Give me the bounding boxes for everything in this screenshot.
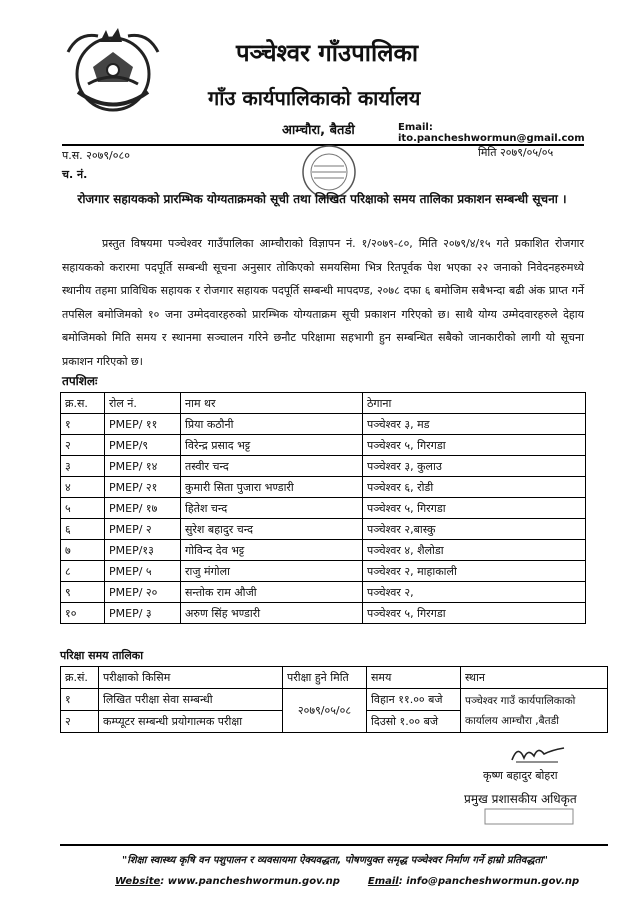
- cand-address: पञ्चेश्वर ३, मड: [363, 414, 586, 435]
- office-subtitle: गाँउ कार्यपालिकाको कार्यालय: [208, 86, 421, 110]
- table-row: [61, 561, 586, 582]
- office-email: Email: ito.pancheshwormun@gmail.com: [398, 122, 585, 144]
- letter-number: प.स. २०७९/०८०: [62, 149, 130, 162]
- cand-name: विरेन्द्र प्रसाद भट्ट: [181, 435, 363, 456]
- table-row: [61, 477, 586, 498]
- details-label: तपशिलः: [62, 374, 98, 388]
- cand-serial: ६: [61, 519, 105, 540]
- website-label: Website: [115, 876, 161, 887]
- exam-place: पञ्चेश्वर गाउँ कार्यपालिकाको कार्यालय आम्चौरा ,बैतडी: [461, 689, 608, 733]
- table-row: [61, 498, 586, 519]
- cand-name: राजु मंगोला: [181, 561, 363, 582]
- cand-serial: २: [61, 435, 105, 456]
- cand-name: कुमारी सिता पुजारा भण्डारी: [181, 477, 363, 498]
- col-roll: रोल नं.: [105, 393, 181, 414]
- exam-col-place: स्थान: [461, 667, 608, 689]
- col-address: ठेगाना: [363, 393, 586, 414]
- cand-address: पञ्चेश्वर ३, कुलाउ: [363, 456, 586, 477]
- exam-serial: १: [61, 689, 99, 711]
- exam-col-date: परीक्षा हुने मिति: [283, 667, 367, 689]
- cand-address: पञ्चेश्वर २, माहाकाली: [363, 561, 586, 582]
- cand-name: सन्तोक राम औजी: [181, 582, 363, 603]
- footer-contact: [115, 876, 579, 887]
- cand-serial: ९: [61, 582, 105, 603]
- exam-schedule-table: [60, 666, 608, 733]
- cand-name: प्रिया कठौनी: [181, 414, 363, 435]
- table-row: [61, 456, 586, 477]
- notice-body-text: प्रस्तुत विषयमा पञ्चेश्वर गाउँपालिका आम्चौराको विज्ञापन नं. १/२०७९-८०, मिति २०७९/४/१५ गते प्रकाशित रोजगार सहायकको करारमा पदपूर्ति सम्बन्धी सूचना अनुसार तोकिएको समयसिमा भित्र रितपूर्वक पेश भएका २२ जनाको निवेदनहरुमध्ये स्थानीय तहमा प्राविधिक सहायक र रोजगार सहायक पदपूर्ति सम्बन्धी मापदण्ड, २०७८ दफा ६ बमोजिम सबैभन्दा बढी अंक प्राप्त गर्ने तपसिल बमोजिमको १० जना उम्मेदवारहरुको प्रारम्भिक योग्यताक्रम सूची प्रकाशन गरिएको छ। साथै योग्य उम्मेदवारहरुले देहाय बमोजिमको मिति समय र स्थानमा सञ्चालन गरिने छनौट परिक्षामा सहभागी हुन सम्बन्धित सबैको जानकारीको लागी यो सूचना प्रकाशन गरिएको छ।: [62, 237, 584, 368]
- table-row: [61, 540, 586, 561]
- signatory-name: कृष्ण बहादुर बोहरा: [483, 769, 558, 782]
- cand-name: अरुण सिंह भण्डारी: [181, 603, 363, 624]
- cand-roll: PMEP/ २०: [105, 582, 181, 603]
- footer-motto: "शिक्षा स्वास्थ्य कृषि वन पशुपालन र व्यवसायमा ऐक्यवद्धता, पोषणयुक्त समृद्ध पञ्चेश्वर निर्माण गर्ने हाम्रो प्रतिवद्धता": [122, 855, 548, 866]
- cand-serial: ४: [61, 477, 105, 498]
- cand-address: पञ्चेश्वर २,बास्कु: [363, 519, 586, 540]
- candidate-table: [60, 392, 586, 624]
- table-row: [61, 582, 586, 603]
- cand-serial: ७: [61, 540, 105, 561]
- col-name: नाम थर: [181, 393, 363, 414]
- cand-address: पञ्चेश्वर ५, गिरगडा: [363, 603, 586, 624]
- cand-name: तस्वीर चन्द: [181, 456, 363, 477]
- cand-serial: १०: [61, 603, 105, 624]
- cand-address: पञ्चेश्वर ४, शैलोडा: [363, 540, 586, 561]
- office-address: आम्चौरा, बैतडी: [282, 123, 355, 138]
- exam-schedule-title: परिक्षा समय तालिका: [60, 649, 144, 662]
- cand-roll: PMEP/ २१: [105, 477, 181, 498]
- email-link[interactable]: : info@pancheshwormun.gov.np: [398, 876, 580, 887]
- cand-serial: ८: [61, 561, 105, 582]
- cand-name: सुरेश बहादुर चन्द: [181, 519, 363, 540]
- exam-col-time: समय: [367, 667, 461, 689]
- col-serial: क्र.स.: [61, 393, 105, 414]
- table-row: [61, 435, 586, 456]
- table-row: [61, 414, 586, 435]
- exam-serial: २: [61, 711, 99, 733]
- cand-serial: ५: [61, 498, 105, 519]
- exam-time: दिउसो १.०० बजे: [367, 711, 461, 733]
- cand-serial: ३: [61, 456, 105, 477]
- cand-roll: PMEP/ ११: [105, 414, 181, 435]
- exam-type: कम्प्यूटर सम्बन्धी प्रयोगात्मक परीक्षा: [99, 711, 283, 733]
- candidate-table-header: [61, 393, 586, 414]
- cand-roll: PMEP/ १७: [105, 498, 181, 519]
- cand-serial: १: [61, 414, 105, 435]
- cand-address: पञ्चेश्वर २,: [363, 582, 586, 603]
- footer-divider: [60, 844, 608, 846]
- signature-stamp-icon: [484, 806, 574, 826]
- nepal-emblem-icon: [58, 22, 168, 117]
- cand-roll: PMEP/९: [105, 435, 181, 456]
- email-label: Email: [367, 876, 399, 887]
- signature-icon: [508, 742, 568, 766]
- table-row: [61, 689, 608, 711]
- exam-col-serial: क्र.सं.: [61, 667, 99, 689]
- website-link[interactable]: : www.pancheshwormun.gov.np: [160, 876, 340, 887]
- table-row: [61, 519, 586, 540]
- cand-roll: PMEP/१३: [105, 540, 181, 561]
- signatory-title: प्रमुख प्रशासकीय अधिकृत: [464, 792, 577, 806]
- letter-date: मिति २०७९/०५/०५: [478, 146, 554, 159]
- exam-date: २०७९/०५/०८: [283, 689, 367, 733]
- exam-time: विहान ११.०० बजे: [367, 689, 461, 711]
- exam-table-header: [61, 667, 608, 689]
- cand-address: पञ्चेश्वर ५, गिरगडा: [363, 435, 586, 456]
- table-row: [61, 603, 586, 624]
- notice-subject: रोजगार सहायकको प्रारम्भिक योग्यताक्रमको सूची तथा लिखित परिक्षाको समय तालिका प्रकाशन सम्बन्धी सूचना ।: [77, 192, 567, 206]
- candidate-rows: [61, 414, 586, 624]
- exam-col-type: परीक्षाको किसिम: [99, 667, 283, 689]
- cand-roll: PMEP/ २: [105, 519, 181, 540]
- cand-address: पञ्चेश्वर ६, रोडी: [363, 477, 586, 498]
- cand-name: हितेश चन्द: [181, 498, 363, 519]
- cand-roll: PMEP/ १४: [105, 456, 181, 477]
- exam-type: लिखित परीक्षा सेवा सम्बन्धी: [99, 689, 283, 711]
- office-title: पञ्चेश्वर गाँउपालिका: [236, 39, 419, 67]
- cand-roll: PMEP/ ३: [105, 603, 181, 624]
- notice-body: [62, 232, 584, 373]
- dispatch-number: च. नं.: [62, 168, 88, 181]
- cand-address: पञ्चेश्वर ५, गिरगडा: [363, 498, 586, 519]
- cand-roll: PMEP/ ५: [105, 561, 181, 582]
- cand-name: गोविन्द देव भट्ट: [181, 540, 363, 561]
